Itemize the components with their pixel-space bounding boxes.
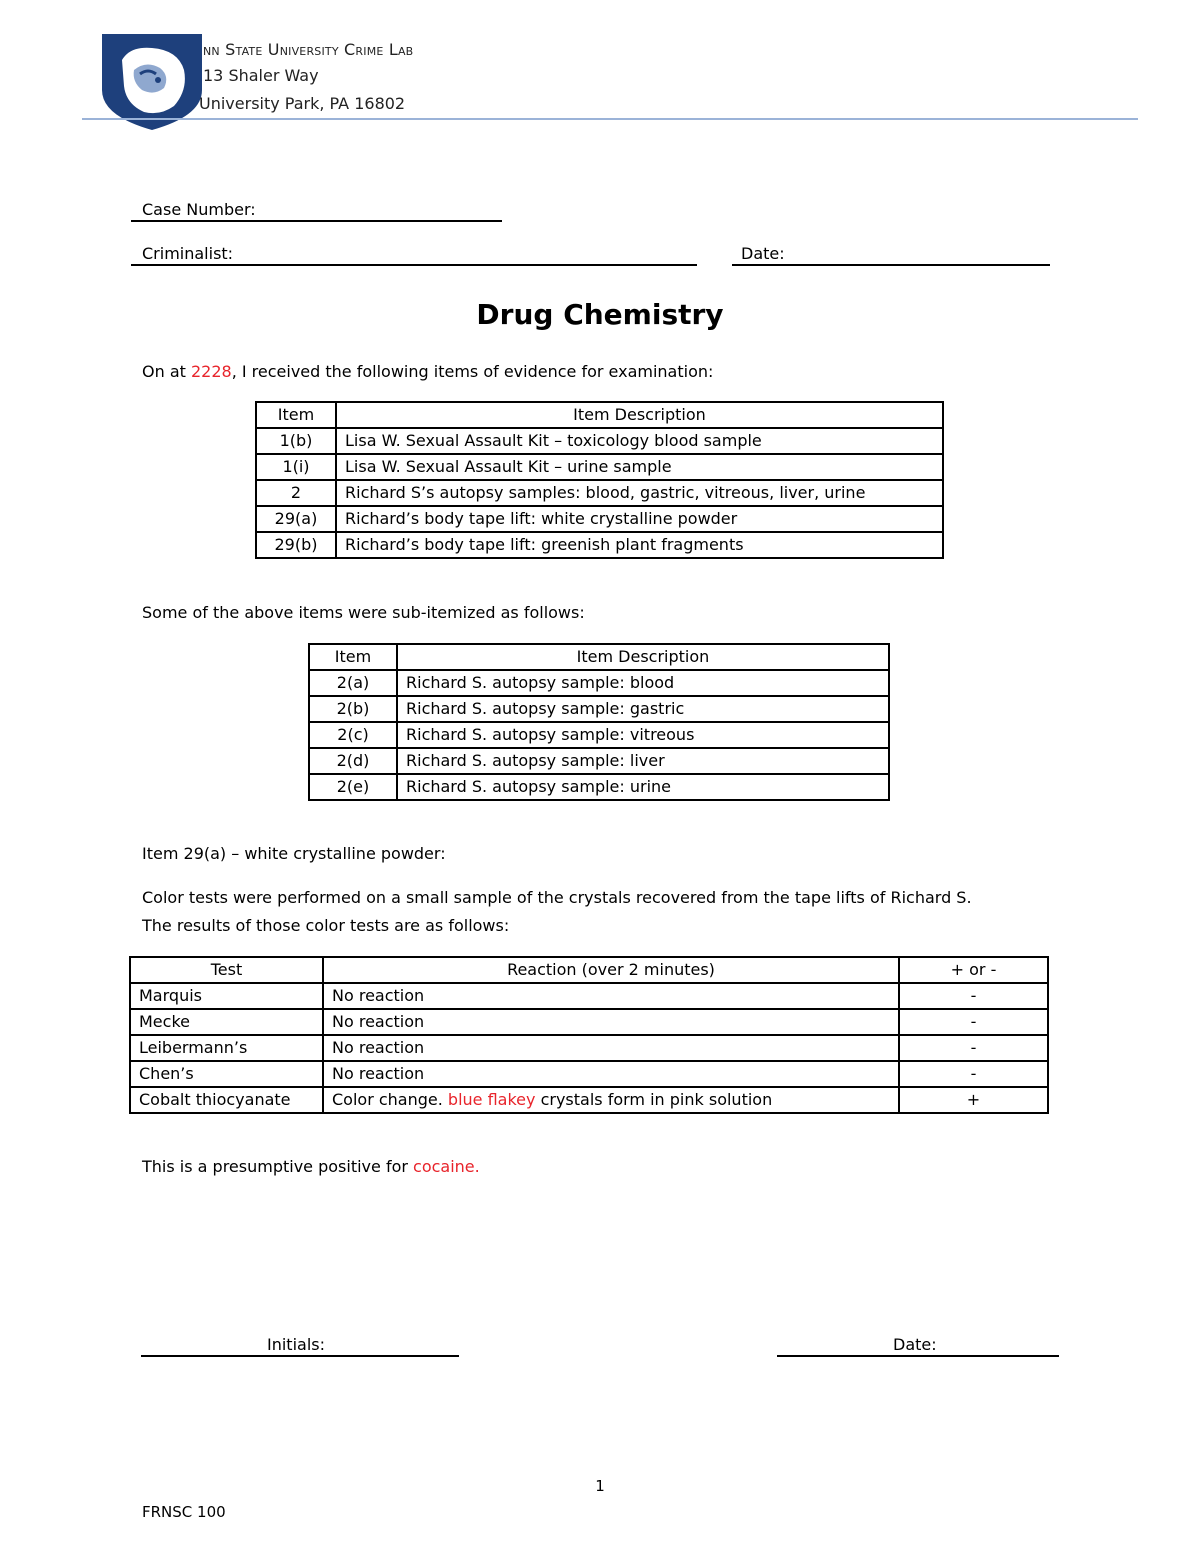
col-header-description: Item Description	[397, 644, 889, 670]
table-row	[256, 480, 943, 506]
item-cell: 1(b)	[256, 428, 336, 454]
nittany-lion-shield-icon	[100, 30, 204, 132]
reaction-cell: No reaction	[323, 1035, 899, 1061]
table-row	[256, 428, 943, 454]
case-number-line[interactable]	[131, 220, 502, 222]
intro-post: , I received the following items of evidence for examination:	[231, 362, 714, 381]
intro-time: 2228	[190, 362, 232, 381]
color-tests-line1: Color tests were performed on a small sample of the crystals recovered from the tape lifts of Richard S.	[142, 888, 972, 907]
color-tests-line2: The results of those color tests are as follows:	[142, 916, 510, 935]
reaction-pre: Color change.	[332, 1090, 448, 1109]
result-cell: -	[899, 1009, 1048, 1035]
description-cell: Richard S. autopsy sample: liver	[397, 748, 889, 774]
date-label: Date:	[741, 244, 785, 263]
description-cell: Richard’s body tape lift: white crystalline powder	[336, 506, 943, 532]
reaction-highlight: blue flakey	[447, 1090, 536, 1109]
criminalist-label: Criminalist:	[142, 244, 234, 263]
col-header-reaction: Reaction (over 2 minutes)	[323, 957, 899, 983]
item-cell: 2(e)	[309, 774, 397, 800]
page-number: 1	[595, 1477, 605, 1495]
initials-label: Initials:	[267, 1335, 325, 1354]
result-cell: -	[899, 1035, 1048, 1061]
table-row	[256, 454, 943, 480]
signoff-date-label: Date:	[893, 1335, 937, 1354]
description-cell: Richard’s body tape lift: greenish plant fragments	[336, 532, 943, 558]
item-cell: 2(b)	[309, 696, 397, 722]
description-cell: Richard S. autopsy sample: gastric	[397, 696, 889, 722]
result-cell: -	[899, 983, 1048, 1009]
description-cell: Richard S. autopsy sample: vitreous	[397, 722, 889, 748]
reaction-cell	[323, 1087, 899, 1113]
conclusion	[142, 1157, 480, 1176]
test-cell: Leibermann’s	[130, 1035, 323, 1061]
evidence-table	[255, 401, 944, 559]
sub-items-table	[308, 643, 890, 801]
date-line[interactable]	[732, 264, 1050, 266]
test-cell: Cobalt thiocyanate	[130, 1087, 323, 1113]
item-cell: 1(i)	[256, 454, 336, 480]
col-header-result: + or -	[899, 957, 1048, 983]
table-row	[130, 1087, 1048, 1113]
table-row	[309, 670, 889, 696]
test-cell: Marquis	[130, 983, 323, 1009]
description-cell: Richard S. autopsy sample: urine	[397, 774, 889, 800]
table-row	[309, 696, 889, 722]
result-cell: +	[899, 1087, 1048, 1113]
table-row	[130, 1035, 1048, 1061]
col-header-item: Item	[256, 402, 336, 428]
conclusion-pre: This is a presumptive positive for	[142, 1157, 414, 1176]
table-row	[309, 722, 889, 748]
conclusion-drug: cocaine.	[413, 1157, 480, 1176]
table-row	[309, 748, 889, 774]
sub-itemized-intro: Some of the above items were sub-itemized as follows:	[142, 603, 585, 622]
item-cell: 29(a)	[256, 506, 336, 532]
test-cell: Chen’s	[130, 1061, 323, 1087]
col-header-description: Item Description	[336, 402, 943, 428]
table-row	[130, 1061, 1048, 1087]
col-header-item: Item	[309, 644, 397, 670]
description-cell: Lisa W. Sexual Assault Kit – toxicology blood sample	[336, 428, 943, 454]
intro-pre: On at	[142, 362, 191, 381]
col-header-test: Test	[130, 957, 323, 983]
page-title: Drug Chemistry	[476, 298, 724, 331]
description-cell: Richard S’s autopsy samples: blood, gastric, vitreous, liver, urine	[336, 480, 943, 506]
case-number-label: Case Number:	[142, 200, 256, 219]
table-header-row	[309, 644, 889, 670]
result-cell: -	[899, 1061, 1048, 1087]
reaction-post: crystals form in pink solution	[535, 1090, 773, 1109]
description-cell: Lisa W. Sexual Assault Kit – urine sample	[336, 454, 943, 480]
signoff-date-line[interactable]	[777, 1355, 1059, 1357]
item-29a-heading: Item 29(a) – white crystalline powder:	[142, 844, 446, 863]
item-cell: 2(a)	[309, 670, 397, 696]
table-header-row	[130, 957, 1048, 983]
footer-course: FRNSC 100	[142, 1503, 226, 1521]
table-row	[256, 532, 943, 558]
table-row	[309, 774, 889, 800]
color-tests-table	[129, 956, 1049, 1114]
reaction-cell: No reaction	[323, 983, 899, 1009]
item-cell: 2	[256, 480, 336, 506]
reaction-cell: No reaction	[323, 1061, 899, 1087]
header-rule	[82, 118, 1138, 120]
table-row	[130, 983, 1048, 1009]
description-cell: Richard S. autopsy sample: blood	[397, 670, 889, 696]
criminalist-line[interactable]	[131, 264, 697, 266]
lab-address-line2: University Park, PA 16802	[199, 94, 406, 113]
table-header-row	[256, 402, 943, 428]
test-cell: Mecke	[130, 1009, 323, 1035]
table-row	[130, 1009, 1048, 1035]
table-row	[256, 506, 943, 532]
item-cell: 2(c)	[309, 722, 397, 748]
reaction-cell: No reaction	[323, 1009, 899, 1035]
initials-line[interactable]	[141, 1355, 459, 1357]
item-cell: 29(b)	[256, 532, 336, 558]
lab-address-line1: 13 Shaler Way	[203, 66, 319, 85]
item-cell: 2(d)	[309, 748, 397, 774]
lab-name: nn State University Crime Lab	[203, 40, 414, 59]
intro-paragraph	[142, 362, 713, 381]
